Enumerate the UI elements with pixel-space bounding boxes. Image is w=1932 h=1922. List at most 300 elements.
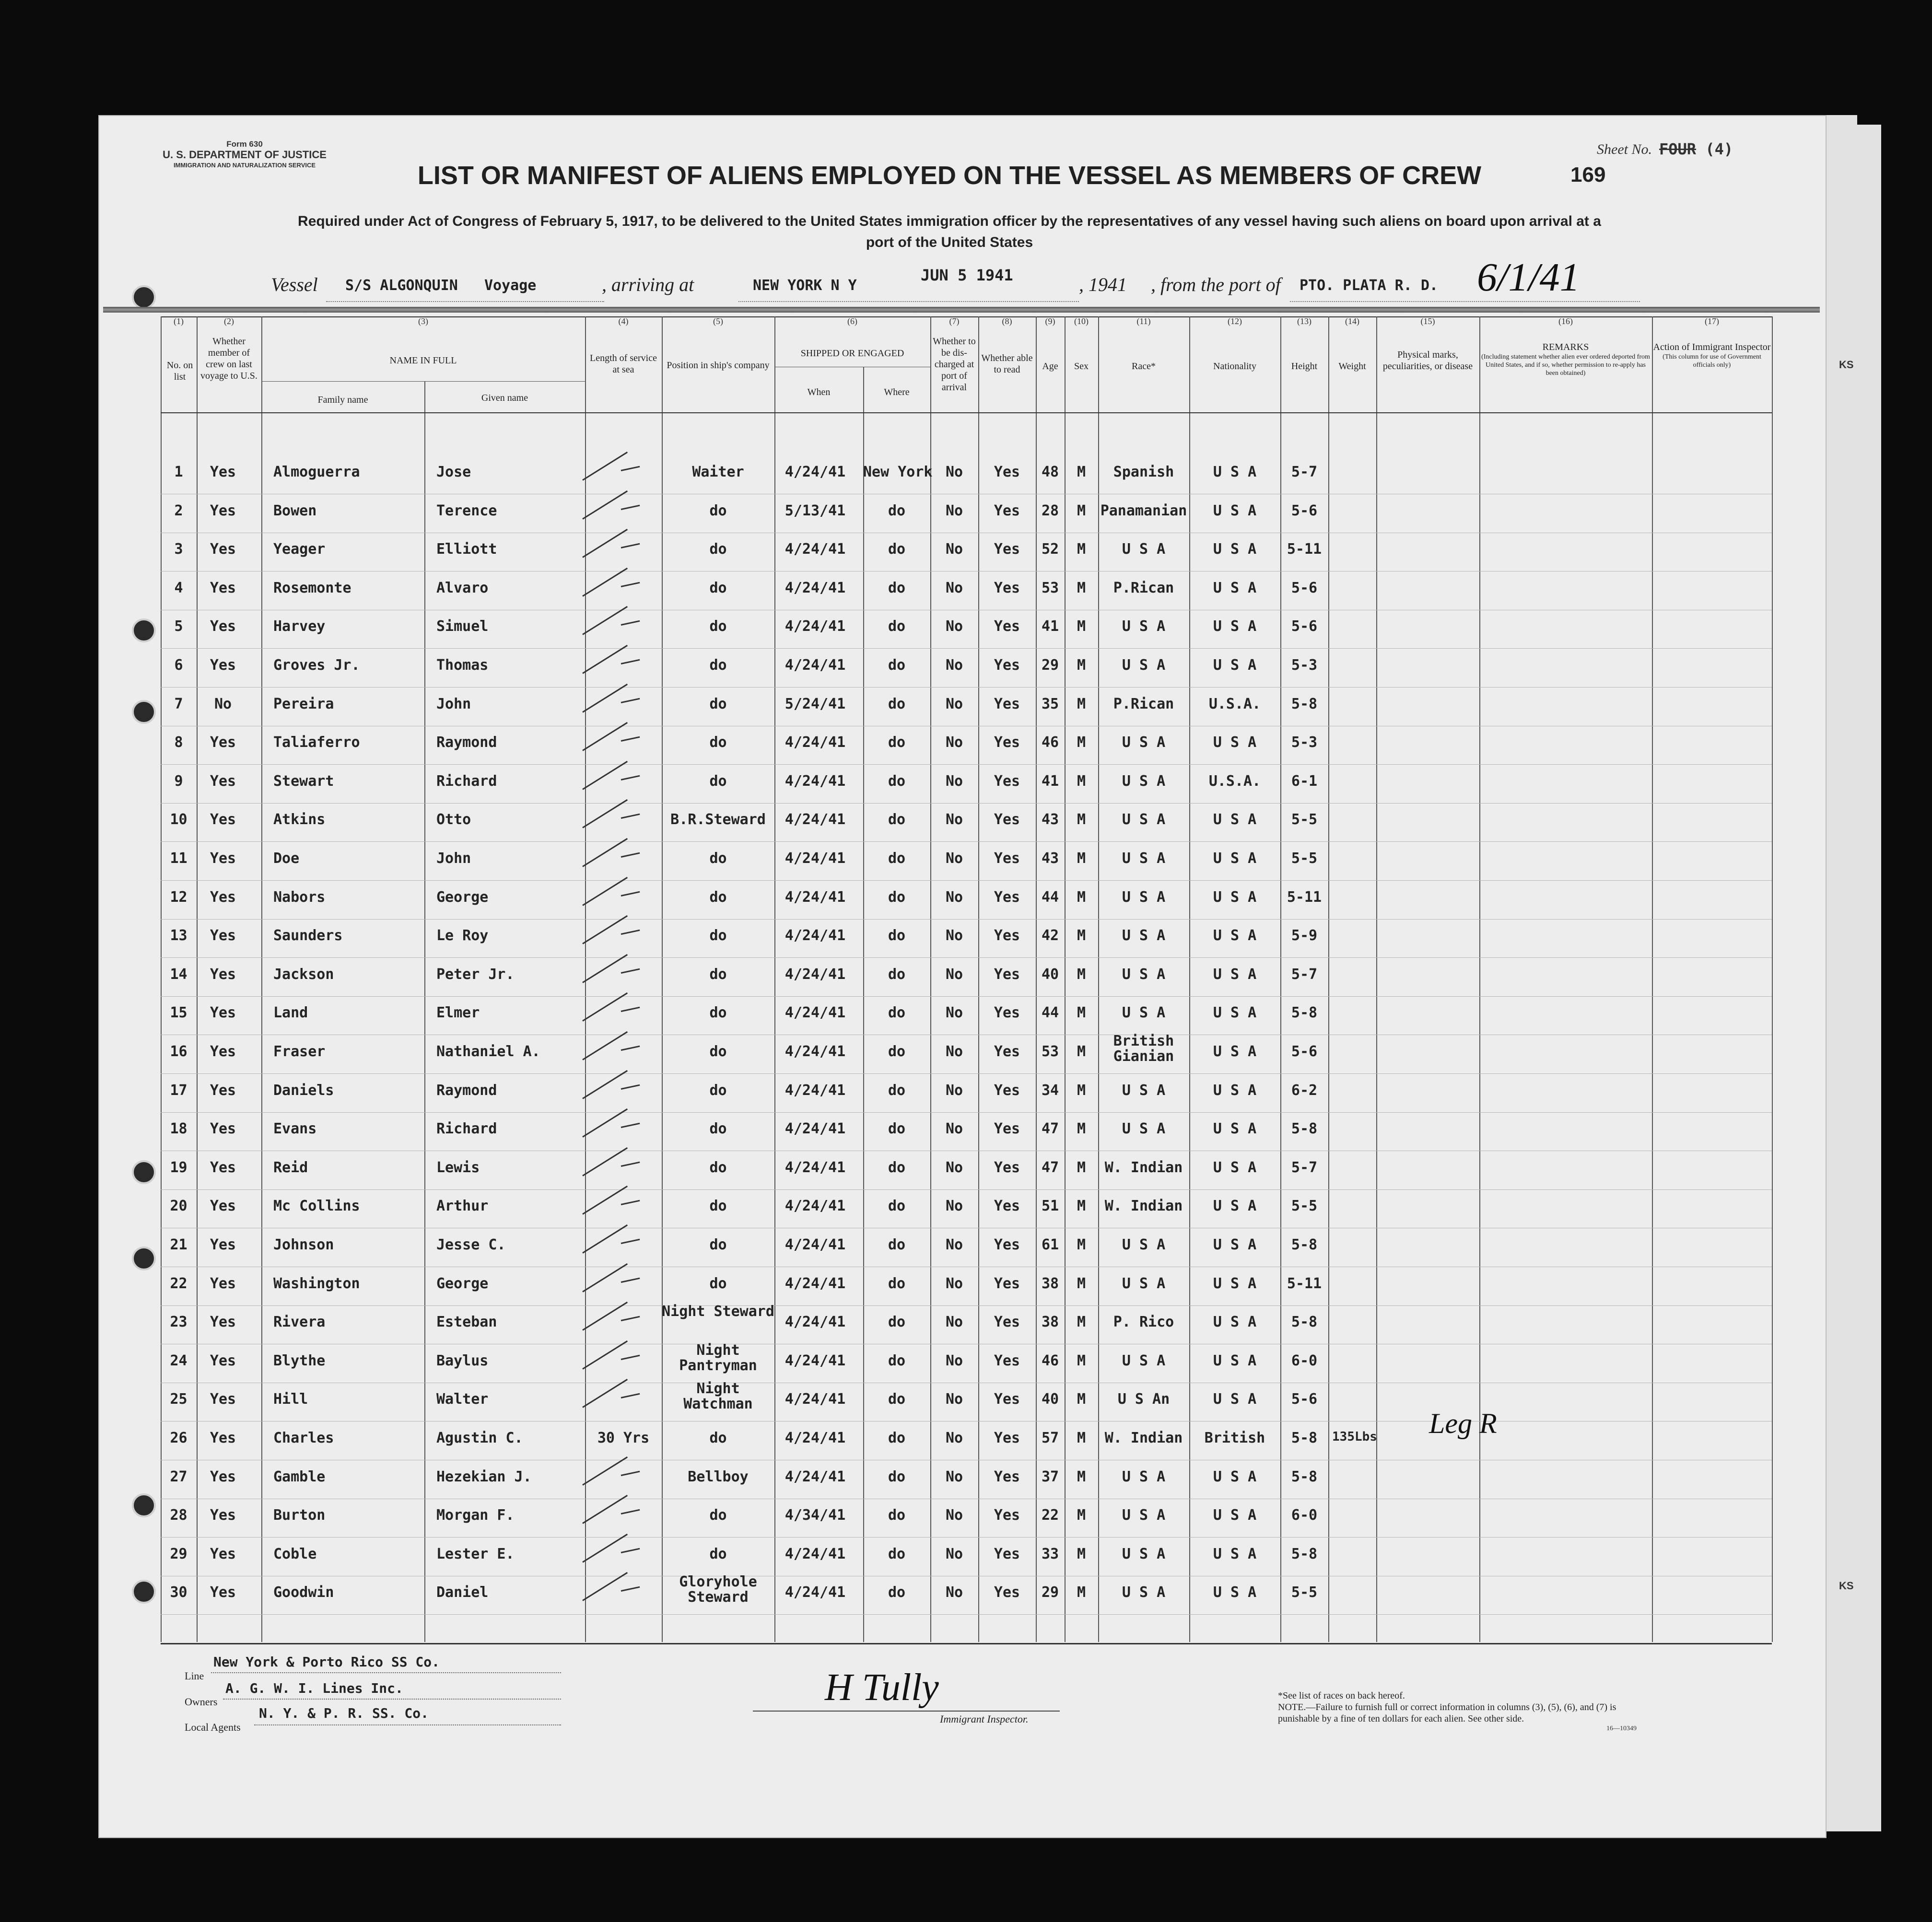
cell-when: 4/24/41 bbox=[785, 927, 846, 944]
cell-discharged: No bbox=[945, 618, 963, 635]
vessel-label: Vessel bbox=[271, 274, 318, 295]
cell-read: Yes bbox=[994, 1159, 1020, 1176]
cell-race: W. Indian bbox=[1104, 1430, 1183, 1446]
cell-position: do bbox=[709, 695, 727, 712]
row-rule bbox=[161, 1112, 1772, 1113]
cell-sex: M bbox=[1077, 1352, 1086, 1369]
cell-last: Yes bbox=[210, 1468, 236, 1485]
column-number: (7) bbox=[949, 316, 960, 326]
cell-sex: M bbox=[1077, 502, 1086, 519]
cell-no: 17 bbox=[170, 1082, 187, 1099]
cell-age: 61 bbox=[1041, 1236, 1059, 1253]
cell-no: 10 bbox=[170, 811, 187, 828]
cell-nationality: U S A bbox=[1213, 811, 1257, 828]
voyage-label: Voyage bbox=[484, 277, 537, 294]
cell-sex: M bbox=[1077, 618, 1086, 635]
cell-height: 5-3 bbox=[1291, 734, 1318, 751]
sheet-label: Sheet No. bbox=[1597, 141, 1652, 157]
cell-no: 29 bbox=[170, 1545, 187, 1562]
cell-family: Rivera bbox=[273, 1314, 326, 1331]
cell-nationality: U S A bbox=[1213, 1584, 1257, 1601]
cell-family: Daniels bbox=[273, 1082, 334, 1099]
cell-age: 37 bbox=[1041, 1468, 1059, 1485]
cell-read: Yes bbox=[994, 1584, 1020, 1601]
cell-last: Yes bbox=[210, 888, 236, 906]
cell-last: Yes bbox=[210, 1314, 236, 1331]
cell-read: Yes bbox=[994, 927, 1020, 944]
cell-read: Yes bbox=[994, 850, 1020, 867]
cell-last: Yes bbox=[210, 618, 236, 635]
column-number: (10) bbox=[1074, 316, 1089, 326]
cell-height: 5-7 bbox=[1291, 966, 1318, 983]
arriving-line-rule bbox=[738, 301, 1079, 302]
cell-no: 16 bbox=[170, 1043, 187, 1060]
cell-height: 5-5 bbox=[1291, 811, 1318, 828]
cell-when: 4/24/41 bbox=[785, 618, 846, 635]
page-title: LIST OR MANIFEST OF ALIENS EMPLOYED ON THE VESSEL AS MEMBERS OF CREW bbox=[417, 161, 1482, 190]
header-sex: Sex bbox=[1074, 361, 1089, 372]
cell-height: 5-8 bbox=[1291, 1314, 1318, 1331]
form-header bbox=[153, 139, 336, 171]
cell-given: Daniel bbox=[436, 1584, 489, 1601]
binder-hole-icon bbox=[132, 1160, 156, 1184]
cell-last: Yes bbox=[210, 1275, 236, 1292]
cell-position: do bbox=[709, 927, 727, 944]
cell-family: Stewart bbox=[273, 772, 334, 790]
column-number: (11) bbox=[1136, 316, 1151, 326]
cell-age: 51 bbox=[1041, 1198, 1059, 1215]
cell-given: Richard bbox=[436, 1120, 497, 1138]
cell-position: do bbox=[709, 966, 727, 983]
binder-hole-icon bbox=[132, 1580, 156, 1604]
cell-age: 52 bbox=[1041, 541, 1059, 558]
owners-label: Owners bbox=[185, 1696, 218, 1708]
cell-last: Yes bbox=[210, 1507, 236, 1524]
footer-notes bbox=[1278, 1690, 1642, 1724]
signature-rule bbox=[753, 1711, 1060, 1712]
cell-height: 5-11 bbox=[1287, 541, 1322, 558]
cell-family: Groves Jr. bbox=[273, 657, 360, 674]
cell-no: 4 bbox=[174, 579, 183, 596]
cell-discharged: No bbox=[945, 734, 963, 751]
cell-where: do bbox=[888, 1584, 906, 1601]
sheet-number bbox=[1659, 140, 1733, 158]
cell-when: 4/24/41 bbox=[785, 579, 846, 596]
cell-where: do bbox=[888, 657, 906, 674]
cell-age: 57 bbox=[1041, 1430, 1059, 1446]
cell-height: 5-6 bbox=[1291, 618, 1318, 635]
cell-read: Yes bbox=[994, 1043, 1020, 1060]
cell-given: Peter Jr. bbox=[436, 966, 515, 983]
cell-where: do bbox=[888, 734, 906, 751]
cell-no: 1 bbox=[174, 464, 183, 480]
cell-when: 4/24/41 bbox=[785, 1004, 846, 1022]
cell-where: do bbox=[888, 1275, 906, 1292]
department-name: U. S. DEPARTMENT OF JUSTICE bbox=[163, 149, 327, 161]
remark-row-26: Leg R bbox=[1429, 1408, 1497, 1439]
cell-no: 7 bbox=[174, 695, 183, 712]
cell-where: do bbox=[888, 1198, 906, 1215]
agents-rule bbox=[254, 1724, 561, 1725]
cell-age: 47 bbox=[1041, 1159, 1059, 1176]
cell-nationality: U S A bbox=[1213, 1198, 1257, 1215]
cell-race: U S A bbox=[1122, 1468, 1166, 1485]
cell-position: Night Watchman bbox=[683, 1380, 753, 1413]
cell-given: George bbox=[436, 1275, 489, 1292]
cell-when: 4/24/41 bbox=[785, 1352, 846, 1369]
cell-given: Thomas bbox=[436, 657, 489, 674]
cell-discharged: No bbox=[945, 1468, 963, 1485]
cell-race: Panamanian bbox=[1100, 502, 1187, 519]
header-discharged: Whether to be dis-charged at port of arrival bbox=[933, 336, 976, 393]
row-rule bbox=[161, 841, 1772, 842]
subtitle-line-1: Required under Act of Congress of February 5, 1917, to be delivered to the United States immigration officer by the representatives of any vessel having such aliens on board upon arrival at a bbox=[298, 213, 1601, 229]
cell-race: British Gianian bbox=[1113, 1033, 1174, 1065]
cell-discharged: No bbox=[945, 1004, 963, 1022]
cell-read: Yes bbox=[994, 1082, 1020, 1099]
cell-family: Evans bbox=[273, 1120, 317, 1138]
cell-given: Hezekian J. bbox=[436, 1468, 532, 1485]
cell-given: Esteban bbox=[436, 1314, 497, 1331]
cell-when: 4/24/41 bbox=[785, 1391, 846, 1408]
cell-sex: M bbox=[1077, 579, 1086, 596]
cell-position: do bbox=[709, 1004, 727, 1022]
cell-read: Yes bbox=[994, 657, 1020, 674]
cell-sex: M bbox=[1077, 1159, 1086, 1176]
cell-last: Yes bbox=[210, 657, 236, 674]
cell-nationality: U S A bbox=[1213, 1004, 1257, 1022]
cell-sex: M bbox=[1077, 811, 1086, 828]
cell-no: 3 bbox=[174, 541, 183, 558]
cell-where: do bbox=[888, 811, 906, 828]
cell-age: 29 bbox=[1041, 657, 1059, 674]
cell-discharged: No bbox=[945, 657, 963, 674]
cell-discharged: No bbox=[945, 888, 963, 906]
cell-when: 4/24/41 bbox=[785, 734, 846, 751]
cell-discharged: No bbox=[945, 1159, 963, 1176]
cell-last: Yes bbox=[210, 1004, 236, 1022]
row-rule bbox=[161, 1189, 1772, 1190]
cell-nationality: U S A bbox=[1213, 1507, 1257, 1524]
cell-discharged: No bbox=[945, 850, 963, 867]
from-port-rule bbox=[1290, 301, 1640, 302]
cell-read: Yes bbox=[994, 1275, 1020, 1292]
cell-no: 28 bbox=[170, 1507, 187, 1524]
cell-family: Nabors bbox=[273, 888, 326, 906]
cell-age: 38 bbox=[1041, 1314, 1059, 1331]
cell-race: U S A bbox=[1122, 1120, 1166, 1138]
cell-position: do bbox=[709, 1159, 727, 1176]
cell-when: 4/24/41 bbox=[785, 772, 846, 790]
cell-discharged: No bbox=[945, 695, 963, 712]
cell-no: 9 bbox=[174, 772, 183, 790]
cell-family: Fraser bbox=[273, 1043, 326, 1060]
cell-read: Yes bbox=[994, 1468, 1020, 1485]
cell-where: do bbox=[888, 1391, 906, 1408]
cell-height: 5-3 bbox=[1291, 657, 1318, 674]
cell-height: 5-8 bbox=[1291, 1468, 1318, 1485]
cell-position: Night Pantryman bbox=[679, 1341, 757, 1374]
cell-given: Jesse C. bbox=[436, 1236, 506, 1253]
column-number: (6) bbox=[847, 316, 857, 326]
cell-position: Waiter bbox=[692, 464, 744, 480]
cell-last: Yes bbox=[210, 1352, 236, 1369]
cell-discharged: No bbox=[945, 1430, 963, 1446]
cell-last: Yes bbox=[210, 1584, 236, 1601]
cell-nationality: U S A bbox=[1213, 888, 1257, 906]
cell-race: P.Rican bbox=[1113, 695, 1174, 712]
cell-given: Jose bbox=[436, 464, 471, 480]
cell-race: P.Rican bbox=[1113, 579, 1174, 596]
cell-family: Land bbox=[273, 1004, 308, 1022]
cell-nationality: U S A bbox=[1213, 1120, 1257, 1138]
cell-nationality: U S A bbox=[1213, 734, 1257, 751]
cell-position: do bbox=[709, 1236, 727, 1253]
cell-no: 5 bbox=[174, 618, 183, 635]
cell-family: Coble bbox=[273, 1545, 317, 1562]
cell-sex: M bbox=[1077, 966, 1086, 983]
cell-position: do bbox=[709, 1120, 727, 1138]
cell-last: Yes bbox=[210, 579, 236, 596]
cell-race: Spanish bbox=[1113, 464, 1174, 480]
cell-age: 33 bbox=[1041, 1545, 1059, 1562]
cell-last: Yes bbox=[210, 772, 236, 790]
header-physical-marks: Physical marks, peculiarities, or disease bbox=[1382, 349, 1473, 372]
binder-hole-icon bbox=[132, 618, 156, 642]
header-given-name: Given name bbox=[481, 393, 528, 403]
cell-race: U S A bbox=[1122, 541, 1166, 558]
cell-family: Goodwin bbox=[273, 1584, 334, 1601]
penalty-note: NOTE.—Failure to furnish full or correct information in columns (3), (5), (6), and (7) is punishable by a fine of ten dollars for each alien. See other side. bbox=[1278, 1702, 1616, 1724]
cell-age: 41 bbox=[1041, 618, 1059, 635]
cell-last: Yes bbox=[210, 464, 236, 480]
cell-no: 30 bbox=[170, 1584, 187, 1601]
cell-sex: M bbox=[1077, 1236, 1086, 1253]
cell-age: 53 bbox=[1041, 579, 1059, 596]
cell-discharged: No bbox=[945, 772, 963, 790]
cell-discharged: No bbox=[945, 927, 963, 944]
header-position: Position in ship's company bbox=[667, 360, 770, 371]
cell-position: do bbox=[709, 541, 727, 558]
cell-family: Rosemonte bbox=[273, 579, 351, 596]
row-rule bbox=[161, 957, 1772, 958]
cell-last: Yes bbox=[210, 541, 236, 558]
cell-when: 4/24/41 bbox=[785, 888, 846, 906]
row-rule bbox=[161, 996, 1772, 997]
cell-discharged: No bbox=[945, 1198, 963, 1215]
cell-given: Baylus bbox=[436, 1352, 489, 1369]
side-sheet-text: KS bbox=[1839, 359, 1854, 371]
column-number: (9) bbox=[1045, 316, 1055, 326]
cell-when: 4/24/41 bbox=[785, 811, 846, 828]
row-rule bbox=[161, 803, 1772, 804]
agents-value: N. Y. & P. R. SS. Co. bbox=[259, 1705, 429, 1721]
cell-nationality: U S A bbox=[1213, 966, 1257, 983]
header-name-in-full: NAME IN FULL bbox=[389, 355, 457, 366]
cell-age: 44 bbox=[1041, 1004, 1059, 1022]
cell-height: 5-8 bbox=[1291, 1236, 1318, 1253]
column-number: (8) bbox=[1002, 316, 1012, 326]
cell-nationality: U S A bbox=[1213, 1043, 1257, 1060]
column-number: (17) bbox=[1705, 316, 1719, 326]
cell-age: 43 bbox=[1041, 811, 1059, 828]
cell-height: 5-5 bbox=[1291, 1198, 1318, 1215]
column-number: (14) bbox=[1345, 316, 1359, 326]
cell-height: 5-5 bbox=[1291, 1584, 1318, 1601]
column-rule bbox=[1652, 316, 1653, 1642]
cell-sex: M bbox=[1077, 1004, 1086, 1022]
back-sheet-edge bbox=[1822, 125, 1881, 1831]
cell-race: U S A bbox=[1122, 888, 1166, 906]
cell-family: Almoguerra bbox=[273, 464, 360, 480]
cell-when: 4/24/41 bbox=[785, 1430, 846, 1446]
cell-no: 22 bbox=[170, 1275, 187, 1292]
cell-height: 5-6 bbox=[1291, 502, 1318, 519]
cell-height: 6-2 bbox=[1291, 1082, 1318, 1099]
inspector-label: Immigrant Inspector. bbox=[940, 1713, 1029, 1725]
cell-sex: M bbox=[1077, 1198, 1086, 1215]
cell-nationality: U S A bbox=[1213, 1159, 1257, 1176]
column-number: (1) bbox=[174, 316, 184, 326]
cell-where: do bbox=[888, 1430, 906, 1446]
cell-last: Yes bbox=[210, 811, 236, 828]
header-family-name: Family name bbox=[317, 395, 368, 405]
cell-when: 4/24/41 bbox=[785, 1120, 846, 1138]
cell-race: U S A bbox=[1122, 1236, 1166, 1253]
cell-where: do bbox=[888, 888, 906, 906]
cell-no: 14 bbox=[170, 966, 187, 983]
cell-nationality: U.S.A. bbox=[1208, 772, 1261, 790]
cell-family: Taliaferro bbox=[273, 734, 360, 751]
cell-age: 43 bbox=[1041, 850, 1059, 867]
cell-given: Morgan F. bbox=[436, 1507, 515, 1524]
column-number: (16) bbox=[1558, 316, 1573, 326]
cell-discharged: No bbox=[945, 1082, 963, 1099]
cell-last: Yes bbox=[210, 1043, 236, 1060]
header-race: Race* bbox=[1132, 361, 1156, 372]
cell-age: 34 bbox=[1041, 1082, 1059, 1099]
cell-read: Yes bbox=[994, 734, 1020, 751]
cell-given: Simuel bbox=[436, 618, 489, 635]
cell-where: do bbox=[888, 579, 906, 596]
cell-position: do bbox=[709, 1545, 727, 1562]
sheet-number-corrected: (4) bbox=[1705, 140, 1733, 158]
cell-sex: M bbox=[1077, 850, 1086, 867]
cell-height: 6-0 bbox=[1291, 1352, 1318, 1369]
cell-discharged: No bbox=[945, 502, 963, 519]
cell-race: U S A bbox=[1122, 1584, 1166, 1601]
vessel-value: S/S ALGONQUIN bbox=[345, 277, 458, 294]
cell-nationality: U S A bbox=[1213, 464, 1257, 480]
header-remarks-title: REMARKS bbox=[1542, 342, 1589, 352]
header-remarks bbox=[1479, 341, 1652, 377]
header-no-on-list: No. on list bbox=[166, 360, 193, 382]
cell-where: do bbox=[888, 1120, 906, 1138]
cell-family: Washington bbox=[273, 1275, 360, 1292]
cell-discharged: No bbox=[945, 1120, 963, 1138]
cell-race: U S A bbox=[1122, 772, 1166, 790]
print-code: 16—10349 bbox=[1606, 1725, 1637, 1732]
cell-given: Alvaro bbox=[436, 579, 489, 596]
cell-read: Yes bbox=[994, 1545, 1020, 1562]
cell-last: Yes bbox=[210, 734, 236, 751]
page-subtitle bbox=[187, 211, 1712, 253]
cell-age: 42 bbox=[1041, 927, 1059, 944]
cell-no: 6 bbox=[174, 657, 183, 674]
cell-nationality: U S A bbox=[1213, 1391, 1257, 1408]
cell-nationality: British bbox=[1204, 1430, 1265, 1446]
cell-position: do bbox=[709, 1430, 727, 1446]
cell-sex: M bbox=[1077, 1314, 1086, 1331]
side-sheet-text: KS bbox=[1839, 1580, 1854, 1592]
cell-last: Yes bbox=[210, 1198, 236, 1215]
cell-last: Yes bbox=[210, 1545, 236, 1562]
vessel-line-rule bbox=[326, 301, 604, 302]
binder-hole-icon bbox=[132, 285, 156, 309]
cell-given: Le Roy bbox=[436, 927, 489, 944]
cell-height: 5-6 bbox=[1291, 1043, 1318, 1060]
binder-hole-icon bbox=[132, 700, 156, 724]
cell-when: 4/24/41 bbox=[785, 1082, 846, 1099]
column-number: (15) bbox=[1420, 316, 1435, 326]
line-label: Line bbox=[185, 1670, 204, 1682]
cell-age: 29 bbox=[1041, 1584, 1059, 1601]
from-port-value: PTO. PLATA R. D. bbox=[1300, 277, 1438, 294]
cell-given: Arthur bbox=[436, 1198, 489, 1215]
cell-no: 15 bbox=[170, 1004, 187, 1022]
page-number: 169 bbox=[1570, 163, 1606, 186]
cell-height: 5-8 bbox=[1291, 1430, 1318, 1446]
cell-sex: M bbox=[1077, 464, 1086, 480]
cell-position: Bellboy bbox=[688, 1468, 749, 1485]
cell-discharged: No bbox=[945, 579, 963, 596]
header-separator bbox=[103, 307, 1820, 313]
cell-race: U S A bbox=[1122, 1507, 1166, 1524]
arriving-label: , arriving at bbox=[602, 274, 694, 295]
cell-age: 40 bbox=[1041, 1391, 1059, 1408]
cell-nationality: U S A bbox=[1213, 657, 1257, 674]
cell-nationality: U S A bbox=[1213, 618, 1257, 635]
cell-height: 6-0 bbox=[1291, 1507, 1318, 1524]
cell-where: do bbox=[888, 927, 906, 944]
cell-position: do bbox=[709, 657, 727, 674]
cell-where: New York bbox=[863, 464, 933, 480]
cell-position: do bbox=[709, 1043, 727, 1060]
cell-family: Burton bbox=[273, 1507, 326, 1524]
cell-read: Yes bbox=[994, 464, 1020, 480]
cell-family: Charles bbox=[273, 1430, 334, 1446]
cell-sex: M bbox=[1077, 1275, 1086, 1292]
cell-position: do bbox=[709, 888, 727, 906]
cell-given: John bbox=[436, 850, 471, 867]
cell-given: Nathaniel A. bbox=[436, 1043, 540, 1060]
cell-sex: M bbox=[1077, 657, 1086, 674]
cell-age: 46 bbox=[1041, 1352, 1059, 1369]
cell-given: Raymond bbox=[436, 734, 497, 751]
cell-nationality: U S A bbox=[1213, 1352, 1257, 1369]
cell-when: 4/24/41 bbox=[785, 966, 846, 983]
cell-given: Elliott bbox=[436, 541, 497, 558]
header-age: Age bbox=[1042, 361, 1058, 372]
cell-family: Saunders bbox=[273, 927, 343, 944]
cell-no: 2 bbox=[174, 502, 183, 519]
header-action bbox=[1652, 341, 1772, 369]
cell-where: do bbox=[888, 502, 906, 519]
cell-discharged: No bbox=[945, 541, 963, 558]
cell-nationality: U S A bbox=[1213, 1236, 1257, 1253]
cell-position: do bbox=[709, 772, 727, 790]
cell-read: Yes bbox=[994, 1314, 1020, 1331]
